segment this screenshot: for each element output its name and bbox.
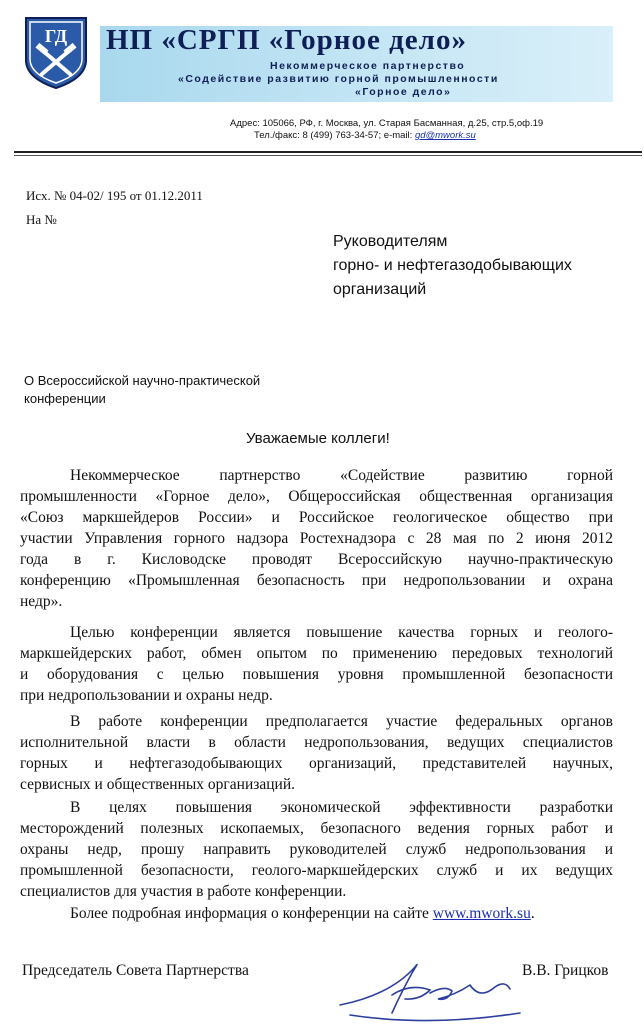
email-link[interactable]: gd@mwork.su [414,130,476,141]
body-line: специалистов для участия в работе конференции. [20,883,347,900]
recipient-line: организаций [333,281,427,298]
body-line: охраны недр, прошу направить руководителей служб недропользования и [20,841,613,858]
greeting: Уважаемые коллеги! [246,430,390,447]
outgoing-number: Исх. № 04-02/ 195 от 01.12.2011 [26,188,203,203]
org-subtitle-3: «Горное дело» [355,86,452,98]
body-line: месторождений полезных ископаемых, безопасного ведения горных работ и [20,820,613,837]
phone-text: Тел./факс: 8 (499) 763-34-57; e-mail: [254,130,415,141]
body-line: года в г. Кисловодске проводят Всероссийскую научно-практическую [20,551,613,568]
org-logo [22,14,90,90]
body-line: «Союз маркшейдеров России» и Российское геологическое общество при [20,509,613,526]
subject-line: О Всероссийской научно-практической [24,373,261,388]
org-subtitle-2: «Содействие развитию горной промышленности [178,73,499,85]
period: . [530,905,535,922]
body-line: В целях повышения экономической эффективности разработки [70,799,613,816]
body-line: исполнительной власти в области недропользования, ведущих специалистов [20,734,613,751]
body-line: и оборудования с целью повышения уровня промышленной безопасности [20,666,613,683]
subject-line: конференции [24,391,106,406]
org-address: Адрес: 105066, РФ, г. Москва, ул. Старая Басманная, д.25, стр.5,оф.19 [230,118,544,129]
handwritten-signature [320,955,550,1024]
body-line: при недропользовании и охраны недр. [20,687,273,704]
body-line: промышленности «Горное дело», Общероссийская общественная организация [20,488,613,505]
website-link[interactable]: www.mwork.su [432,905,531,922]
header-divider-thin [14,155,642,156]
body-line: Целью конференции является повышение качества горных и геолого- [70,624,613,641]
signer-position: Председатель Совета Партнерства [22,962,249,979]
org-contacts [254,130,476,141]
header-divider [14,151,642,153]
body-line: Некоммерческое партнерство «Содействие развитию горной [70,467,613,484]
body-line: В работе конференции предполагается участие федеральных органов [70,713,613,730]
body-line: маркшейдерских работ, обмен опытом по применению передовых технологий [20,645,613,662]
body-line [20,903,613,924]
recipient-line: горно- и нефтегазодобывающих [333,257,572,274]
signer-name: В.В. Грицков [522,962,609,979]
body-line: горных и нефтегазодобывающих организаций, представителей научных, [20,755,613,772]
body-line: конференцию «Промышленная безопасность при недропользовании и охрана [20,572,613,589]
svg-text:ГД: ГД [44,26,68,46]
recipient-line: Руководителям [333,233,448,250]
more-info-text: Более подробная информация о конференции на сайте [70,905,433,922]
body-line: недр». [20,593,63,610]
incoming-number: На № [26,212,57,227]
body-line: участии Управления горного надзора Ростехнадзора с 28 мая по 2 июня 2012 [20,530,613,547]
org-subtitle-1: Некоммерческое партнерство [270,60,466,72]
body-line: промышленной безопасности, геолого-маркшейдерских служб и их ведущих [20,862,613,879]
org-title: НП «СРГП «Горное дело» [106,24,467,56]
body-line: сервисных и общественных организаций. [20,776,296,793]
